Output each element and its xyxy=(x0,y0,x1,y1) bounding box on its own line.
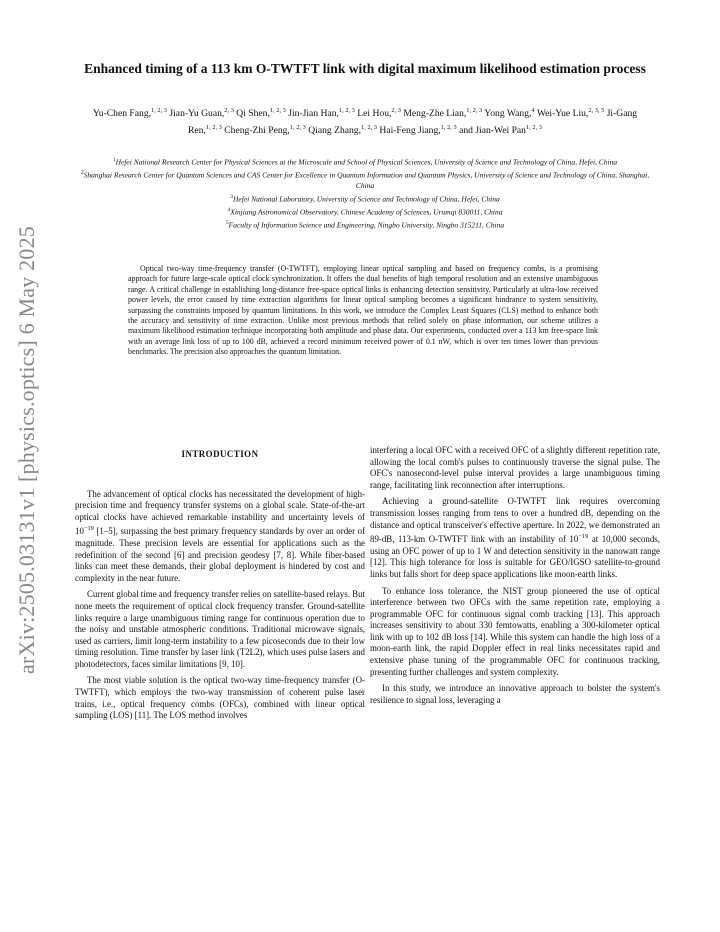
author-name: Meng-Zhe Lian, xyxy=(403,108,467,120)
intro-paragraph-5: To enhance loss tolerance, the NIST group pioneered the use of optical interference between two OFCs with the same repetition rate, employing a programmable OFC for continuous signal comb tracking [13]. This approach increases sensitivity to about 330 femtowatts, enabling a 300-kilometer optical link with up to 102 dB loss [14]. While this system can handle the high loss of a moon-earth link, the rapid Doppler effect in real links necessitates rapid and extensive phase tuning of the programmable OFC for continuous tracking, presenting further challenges and system complexity. xyxy=(370,585,660,677)
author-affiliation-marker: 1, 2, 3 xyxy=(466,107,483,114)
affiliation: $^1$Hefei National Research Center for Physical Sciences at the Microscale and School of Physical Sciences, University of Science and Technology of China, Hefei, China xyxy=(112,157,618,167)
author-name: Qi Shen, xyxy=(236,108,270,120)
author-affiliation-marker: 1, 2, 3 xyxy=(289,124,306,132)
right-column xyxy=(370,445,660,711)
arxiv-sidebar-stamp xyxy=(4,215,50,685)
author-name: Ji-Gang Ren, xyxy=(188,108,638,137)
affiliation: $^3$Hefei National Laboratory, University of Science and Technology of China, Hefei, China xyxy=(230,193,500,203)
intro-paragraph-6: In this study, we introduce an innovative approach to bolster the system's resilience to signal loss, leveraging a xyxy=(370,683,660,705)
intro-paragraph-continued: interfering a local OFC with a received OFC of a slightly different repetition rate, allowing the local comb's pulses to continuously traverse the signal pulse. The OFC's nanosecond-level pulse interval provides a large unambiguous timing range, facilitating link reconnection after interruptions. xyxy=(370,445,660,490)
intro-paragraph-2: Current global time and frequency transfer relies on satellite-based relays. But none meets the requirement of optical clock frequency transfer. Ground-satellite links require a large unambiguous timing range for continuous operation due to the noisy and unstable atmospheric conditions. Traditional microwave signals, used as carriers, limit long-term instability to a few picoseconds due to their low timing resolution. Time transfer by laser link (T2L2), which uses pulse lasers and photodetectors, faces similar limitations [9, 10]. xyxy=(75,589,365,669)
author-affiliation-marker: 1, 2, 3 xyxy=(151,107,167,114)
author-affiliation-marker: 1, 2, 3 xyxy=(338,107,355,114)
section-heading-introduction: INTRODUCTION xyxy=(181,449,259,459)
author-affiliation-marker: 2, 3, 5 xyxy=(588,107,605,114)
affiliation: $^5$Faculty of Information Science and Engineering, Ningbo University, Ningbo 315211, China xyxy=(225,219,505,229)
author-affiliation-marker: 4 xyxy=(531,107,535,114)
author-name: Jian-Yu Guan, xyxy=(169,108,225,120)
author-name: Hai-Feng Jiang, xyxy=(379,125,441,137)
author-name: and Jian-Wei Pan xyxy=(459,125,526,137)
affiliation: $^2$Shanghai Research Center for Quantum Sciences and CAS Center for Excellence in Quantum Information and Quantum Physics, University of Science and Technology of China, Shanghai, China xyxy=(80,170,650,190)
arxiv-id: arXiv:2505.03131v1 [physics.optics] 6 May 2025 xyxy=(14,226,39,674)
author-name: Cheng-Zhi Peng, xyxy=(224,125,290,137)
author-name: Qiang Zhang, xyxy=(308,125,361,137)
author-affiliation-marker: 1, 2, 3 xyxy=(269,107,286,114)
author-affiliation-marker: 2, 3 xyxy=(391,107,401,114)
left-column xyxy=(75,445,365,727)
author-affiliation-marker: 1, 2, 3 xyxy=(205,124,222,132)
author-name: Lei Hou, xyxy=(357,108,392,120)
author-name: Wei-Yue Liu, xyxy=(536,108,589,120)
author-name: Yong Wang, xyxy=(484,108,532,120)
author-affiliation-marker: 2, 3 xyxy=(224,107,234,114)
author-affiliation-marker: 1, 2, 3 xyxy=(525,124,542,132)
author-affiliation-marker: 1, 2, 3 xyxy=(361,124,377,132)
intro-paragraph-1: The advancement of optical clocks has necessitated the development of high-precision time and frequency transfer systems on a global scale. State-of-the-art optical clocks have achieved remarkable instability and uncertainty levels of $10^{-19}$ [1–5], surpassing the best primary frequency standards by over an order of magnitude. These precision levels are essential for applications such as the redefinition of the second [6] and precision geodesy [7, 8]. While fiber-based links can meet these demands, their global deployment is hindered by cost and complexity in the near future. xyxy=(75,488,365,583)
affiliation-list xyxy=(80,155,650,231)
intro-paragraph-3: The most viable solution is the optical two-way time-frequency transfer (O-TWTFT), which employs the two-way transmission of coherent pulse laser trains, i.e., optical frequency combs (OFCs), combined with linear optical sampling (LOS) [11]. The LOS method involves xyxy=(75,675,365,721)
author-name: Yu-Chen Fang, xyxy=(92,108,152,120)
author-name: Jin-Jian Han, xyxy=(288,108,339,120)
intro-paragraph-4: Achieving a ground-satellite O-TWTFT link requires overcoming transmission losses ranging from tens to over a hundred dB, depending on the distance and optical transceiver's effective aperture. In 2022, we demonstrated an 89-dB, 113-km O-TWTFT link with an instability of $10^{-19}$ at 10,000 seconds, using an OFC power of up to 1 W and detection sensitivity in the nanowatt range [12]. This high tolerance for loss is suitable for GEO/IGSO satellite-to-ground links but falls short for deep space applications like moon-earth links. xyxy=(370,496,660,579)
affiliation: $^4$Xinjiang Astronomical Observatory, Chinese Academy of Sciences, Urumqi 830011, China xyxy=(227,206,503,216)
abstract: Optical two-way time-frequency transfer (O-TWTFT), employing linear optical sampling and based on frequency combs, is a promising approach for future large-scale optical clock synchronization. It offers the dual benefits of high temporal resolution and an extensive unambiguous range. A critical challenge in establishing long-distance free-space optical links is enhancing detection sensitivity. Particularly at ultra-low received power levels, the error caused by time extraction algorithms for linear optical sampling becomes a significant hindrance to system sensitivity, surpassing the constraints imposed by quantum limitations. In this work, we introduce the Complex Least Squares (CLS) method to enhance both the accuracy and sensitivity of time extraction. Unlike most previous methods that relied solely on phase information, our scheme utilizes a maximum likelihood estimation technique incorporating both amplitude and phase data. Our experiments, conducted over a 113 km free-space link with an average link loss of up to 100 dB, achieved a record minimum received power of 0.1 nW, which is over ten times lower than previous benchmarks. The precision also approaches the quantum limitation. xyxy=(128,264,598,357)
paper-title: Enhanced timing of a 113 km O-TWTFT link with digital maximum likelihood estimation process xyxy=(84,61,646,76)
author-affiliation-marker: 1, 2, 3 xyxy=(440,124,457,132)
author-list xyxy=(90,104,640,138)
